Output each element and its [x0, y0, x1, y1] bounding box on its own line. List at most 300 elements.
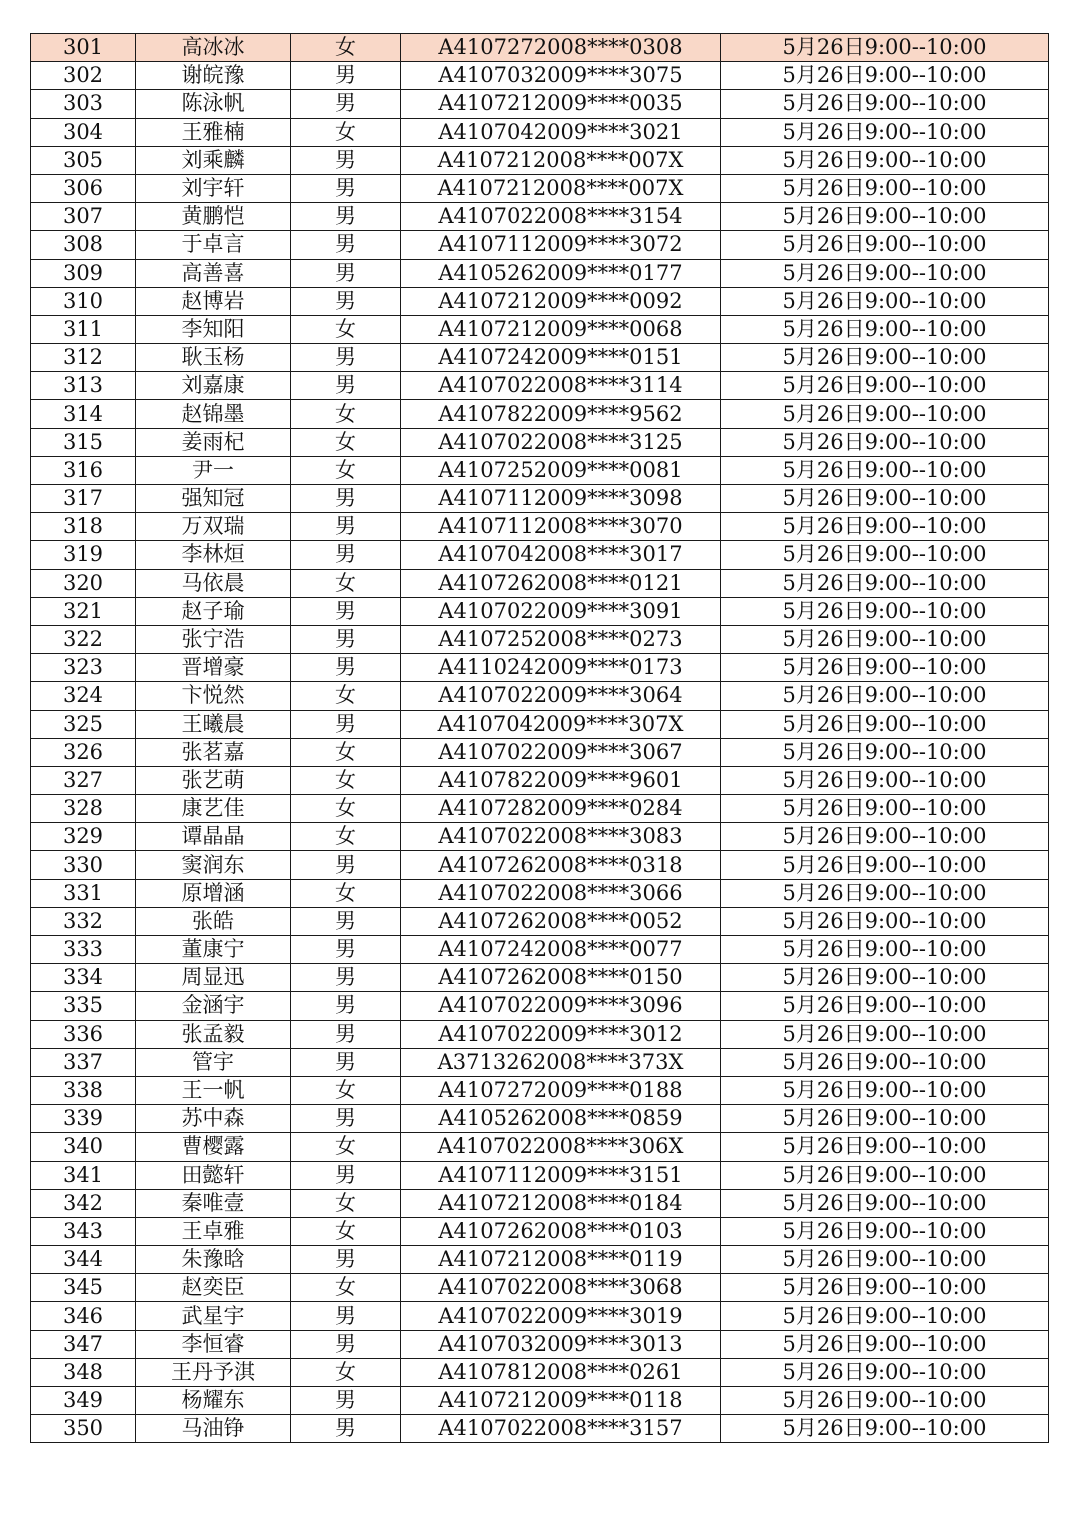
id-number-cell: A4107262008****0103 — [401, 1217, 721, 1245]
table-row — [31, 1105, 1049, 1133]
id-number-cell: A4107022009****3096 — [401, 992, 721, 1020]
row-number-cell: 348 — [31, 1358, 136, 1386]
id-number-cell: A4107212009****0068 — [401, 315, 721, 343]
id-number-cell: A4107262008****0052 — [401, 907, 721, 935]
student-name-cell: 高冰冰 — [136, 34, 291, 62]
time-slot-cell: 5月26日9:00--10:00 — [721, 597, 1049, 625]
time-slot-cell: 5月26日9:00--10:00 — [721, 203, 1049, 231]
gender-cell: 男 — [291, 936, 401, 964]
id-number-cell: A4107112009****3072 — [401, 231, 721, 259]
row-number-cell: 347 — [31, 1330, 136, 1358]
time-slot-cell: 5月26日9:00--10:00 — [721, 34, 1049, 62]
row-number-cell: 338 — [31, 1076, 136, 1104]
id-number-cell: A4107022009****3064 — [401, 682, 721, 710]
gender-cell: 男 — [291, 62, 401, 90]
student-name-cell: 耿玉杨 — [136, 344, 291, 372]
gender-cell: 女 — [291, 34, 401, 62]
table-row — [31, 428, 1049, 456]
row-number-cell: 328 — [31, 795, 136, 823]
time-slot-cell: 5月26日9:00--10:00 — [721, 1020, 1049, 1048]
student-name-cell: 金涵宇 — [136, 992, 291, 1020]
student-name-cell: 李知阳 — [136, 315, 291, 343]
time-slot-cell: 5月26日9:00--10:00 — [721, 851, 1049, 879]
gender-cell: 男 — [291, 1105, 401, 1133]
row-number-cell: 333 — [31, 936, 136, 964]
student-name-cell: 谢皖豫 — [136, 62, 291, 90]
table-row — [31, 287, 1049, 315]
gender-cell: 女 — [291, 766, 401, 794]
id-number-cell: A4107022009****3091 — [401, 597, 721, 625]
time-slot-cell: 5月26日9:00--10:00 — [721, 146, 1049, 174]
gender-cell: 男 — [291, 90, 401, 118]
id-number-cell: A4107042009****3021 — [401, 118, 721, 146]
id-number-cell: A4107112009****3098 — [401, 485, 721, 513]
id-number-cell: A4107262008****0150 — [401, 964, 721, 992]
table-row — [31, 597, 1049, 625]
row-number-cell: 332 — [31, 907, 136, 935]
student-name-cell: 王雅楠 — [136, 118, 291, 146]
table-row — [31, 936, 1049, 964]
time-slot-cell: 5月26日9:00--10:00 — [721, 1189, 1049, 1217]
gender-cell: 男 — [291, 513, 401, 541]
row-number-cell: 330 — [31, 851, 136, 879]
student-name-cell: 王卓雅 — [136, 1217, 291, 1245]
student-name-cell: 窦润东 — [136, 851, 291, 879]
table-row — [31, 682, 1049, 710]
time-slot-cell: 5月26日9:00--10:00 — [721, 287, 1049, 315]
table-row — [31, 203, 1049, 231]
table-row — [31, 1274, 1049, 1302]
row-number-cell: 309 — [31, 259, 136, 287]
time-slot-cell: 5月26日9:00--10:00 — [721, 682, 1049, 710]
gender-cell: 女 — [291, 1133, 401, 1161]
gender-cell: 男 — [291, 710, 401, 738]
student-name-cell: 赵奕臣 — [136, 1274, 291, 1302]
row-number-cell: 307 — [31, 203, 136, 231]
gender-cell: 女 — [291, 428, 401, 456]
gender-cell: 女 — [291, 118, 401, 146]
gender-cell: 男 — [291, 287, 401, 315]
student-name-cell: 张艺萌 — [136, 766, 291, 794]
row-number-cell: 350 — [31, 1415, 136, 1443]
table-row — [31, 1161, 1049, 1189]
row-number-cell: 320 — [31, 569, 136, 597]
gender-cell: 女 — [291, 1189, 401, 1217]
student-name-cell: 强知冠 — [136, 485, 291, 513]
time-slot-cell: 5月26日9:00--10:00 — [721, 1133, 1049, 1161]
id-number-cell: A4107022008****3068 — [401, 1274, 721, 1302]
id-number-cell: A4107042008****3017 — [401, 541, 721, 569]
time-slot-cell: 5月26日9:00--10:00 — [721, 1246, 1049, 1274]
id-number-cell: A4107022008****3083 — [401, 823, 721, 851]
row-number-cell: 302 — [31, 62, 136, 90]
id-number-cell: A4107282009****0284 — [401, 795, 721, 823]
gender-cell: 男 — [291, 1020, 401, 1048]
table-row — [31, 174, 1049, 202]
row-number-cell: 331 — [31, 879, 136, 907]
id-number-cell: A4110242009****0173 — [401, 654, 721, 682]
table-row — [31, 456, 1049, 484]
gender-cell: 男 — [291, 203, 401, 231]
student-name-cell: 赵子瑜 — [136, 597, 291, 625]
id-number-cell: A4107212009****0092 — [401, 287, 721, 315]
gender-cell: 女 — [291, 682, 401, 710]
gender-cell: 女 — [291, 315, 401, 343]
gender-cell: 男 — [291, 541, 401, 569]
row-number-cell: 304 — [31, 118, 136, 146]
row-number-cell: 336 — [31, 1020, 136, 1048]
id-number-cell: A4107252008****0273 — [401, 625, 721, 653]
row-number-cell: 345 — [31, 1274, 136, 1302]
id-number-cell: A4107112009****3151 — [401, 1161, 721, 1189]
table-row — [31, 1387, 1049, 1415]
id-number-cell: A4107212008****0184 — [401, 1189, 721, 1217]
time-slot-cell: 5月26日9:00--10:00 — [721, 936, 1049, 964]
gender-cell: 女 — [291, 1274, 401, 1302]
row-number-cell: 315 — [31, 428, 136, 456]
student-name-cell: 王丹予淇 — [136, 1358, 291, 1386]
gender-cell: 男 — [291, 344, 401, 372]
time-slot-cell: 5月26日9:00--10:00 — [721, 315, 1049, 343]
time-slot-cell: 5月26日9:00--10:00 — [721, 1330, 1049, 1358]
id-number-cell: A4107212009****0035 — [401, 90, 721, 118]
table-row — [31, 710, 1049, 738]
row-number-cell: 337 — [31, 1048, 136, 1076]
table-body — [31, 34, 1049, 1443]
gender-cell: 女 — [291, 1358, 401, 1386]
student-name-cell: 张宁浩 — [136, 625, 291, 653]
row-number-cell: 322 — [31, 625, 136, 653]
id-number-cell: A4107252009****0081 — [401, 456, 721, 484]
table-row — [31, 146, 1049, 174]
id-number-cell: A4107212009****0118 — [401, 1387, 721, 1415]
row-number-cell: 342 — [31, 1189, 136, 1217]
gender-cell: 女 — [291, 1076, 401, 1104]
gender-cell: 男 — [291, 625, 401, 653]
time-slot-cell: 5月26日9:00--10:00 — [721, 569, 1049, 597]
gender-cell: 男 — [291, 1415, 401, 1443]
student-name-cell: 杨耀东 — [136, 1387, 291, 1415]
student-name-cell: 卞悦然 — [136, 682, 291, 710]
id-number-cell: A4107262008****0121 — [401, 569, 721, 597]
time-slot-cell: 5月26日9:00--10:00 — [721, 654, 1049, 682]
gender-cell: 男 — [291, 1246, 401, 1274]
row-number-cell: 323 — [31, 654, 136, 682]
table-row — [31, 879, 1049, 907]
id-number-cell: A4107272009****0188 — [401, 1076, 721, 1104]
student-name-cell: 李恒睿 — [136, 1330, 291, 1358]
row-number-cell: 312 — [31, 344, 136, 372]
id-number-cell: A4105262008****0859 — [401, 1105, 721, 1133]
time-slot-cell: 5月26日9:00--10:00 — [721, 879, 1049, 907]
row-number-cell: 343 — [31, 1217, 136, 1245]
time-slot-cell: 5月26日9:00--10:00 — [721, 625, 1049, 653]
id-number-cell: A4107042009****307X — [401, 710, 721, 738]
time-slot-cell: 5月26日9:00--10:00 — [721, 795, 1049, 823]
time-slot-cell: 5月26日9:00--10:00 — [721, 513, 1049, 541]
table-row — [31, 625, 1049, 653]
id-number-cell: A4107022009****3012 — [401, 1020, 721, 1048]
table-row — [31, 62, 1049, 90]
row-number-cell: 325 — [31, 710, 136, 738]
time-slot-cell: 5月26日9:00--10:00 — [721, 231, 1049, 259]
row-number-cell: 339 — [31, 1105, 136, 1133]
table-row — [31, 1048, 1049, 1076]
time-slot-cell: 5月26日9:00--10:00 — [721, 428, 1049, 456]
row-number-cell: 349 — [31, 1387, 136, 1415]
gender-cell: 男 — [291, 1048, 401, 1076]
row-number-cell: 321 — [31, 597, 136, 625]
student-name-cell: 周显迅 — [136, 964, 291, 992]
table-row — [31, 118, 1049, 146]
student-name-cell: 尹一 — [136, 456, 291, 484]
id-number-cell: A4107822009****9562 — [401, 400, 721, 428]
gender-cell: 男 — [291, 1387, 401, 1415]
table-row — [31, 907, 1049, 935]
time-slot-cell: 5月26日9:00--10:00 — [721, 1387, 1049, 1415]
student-name-cell: 陈泳帆 — [136, 90, 291, 118]
time-slot-cell: 5月26日9:00--10:00 — [721, 1274, 1049, 1302]
student-name-cell: 刘乘麟 — [136, 146, 291, 174]
id-number-cell: A4107212008****007X — [401, 174, 721, 202]
table-row — [31, 315, 1049, 343]
time-slot-cell: 5月26日9:00--10:00 — [721, 964, 1049, 992]
table-row — [31, 541, 1049, 569]
id-number-cell: A4107032009****3013 — [401, 1330, 721, 1358]
time-slot-cell: 5月26日9:00--10:00 — [721, 907, 1049, 935]
gender-cell: 女 — [291, 823, 401, 851]
time-slot-cell: 5月26日9:00--10:00 — [721, 259, 1049, 287]
gender-cell: 男 — [291, 992, 401, 1020]
row-number-cell: 327 — [31, 766, 136, 794]
time-slot-cell: 5月26日9:00--10:00 — [721, 766, 1049, 794]
time-slot-cell: 5月26日9:00--10:00 — [721, 485, 1049, 513]
time-slot-cell: 5月26日9:00--10:00 — [721, 1076, 1049, 1104]
gender-cell: 男 — [291, 372, 401, 400]
student-name-cell: 于卓言 — [136, 231, 291, 259]
student-name-cell: 万双瑞 — [136, 513, 291, 541]
gender-cell: 男 — [291, 174, 401, 202]
time-slot-cell: 5月26日9:00--10:00 — [721, 400, 1049, 428]
time-slot-cell: 5月26日9:00--10:00 — [721, 992, 1049, 1020]
row-number-cell: 334 — [31, 964, 136, 992]
gender-cell: 女 — [291, 400, 401, 428]
student-name-cell: 黄鹏恺 — [136, 203, 291, 231]
id-number-cell: A4107212008****0119 — [401, 1246, 721, 1274]
table-row — [31, 1020, 1049, 1048]
table-row — [31, 964, 1049, 992]
gender-cell: 男 — [291, 1330, 401, 1358]
row-number-cell: 346 — [31, 1302, 136, 1330]
student-name-cell: 康艺佳 — [136, 795, 291, 823]
time-slot-cell: 5月26日9:00--10:00 — [721, 1105, 1049, 1133]
time-slot-cell: 5月26日9:00--10:00 — [721, 738, 1049, 766]
table-row — [31, 1133, 1049, 1161]
student-name-cell: 曹樱露 — [136, 1133, 291, 1161]
time-slot-cell: 5月26日9:00--10:00 — [721, 541, 1049, 569]
student-name-cell: 谭晶晶 — [136, 823, 291, 851]
table-row — [31, 569, 1049, 597]
gender-cell: 男 — [291, 231, 401, 259]
row-number-cell: 318 — [31, 513, 136, 541]
student-name-cell: 田懿轩 — [136, 1161, 291, 1189]
gender-cell: 男 — [291, 851, 401, 879]
row-number-cell: 311 — [31, 315, 136, 343]
student-name-cell: 刘嘉康 — [136, 372, 291, 400]
id-number-cell: A3713262008****373X — [401, 1048, 721, 1076]
table-row — [31, 259, 1049, 287]
id-number-cell: A4107022008****306X — [401, 1133, 721, 1161]
table-row — [31, 400, 1049, 428]
student-name-cell: 晋增豪 — [136, 654, 291, 682]
id-number-cell: A4107272008****0308 — [401, 34, 721, 62]
table-row — [31, 485, 1049, 513]
row-number-cell: 326 — [31, 738, 136, 766]
gender-cell: 男 — [291, 146, 401, 174]
table-row — [31, 231, 1049, 259]
time-slot-cell: 5月26日9:00--10:00 — [721, 823, 1049, 851]
id-number-cell: A4107022008****3066 — [401, 879, 721, 907]
id-number-cell: A4105262009****0177 — [401, 259, 721, 287]
id-number-cell: A4107032009****3075 — [401, 62, 721, 90]
id-number-cell: A4107022008****3125 — [401, 428, 721, 456]
table-row — [31, 992, 1049, 1020]
student-name-cell: 赵锦墨 — [136, 400, 291, 428]
row-number-cell: 306 — [31, 174, 136, 202]
table-row — [31, 372, 1049, 400]
time-slot-cell: 5月26日9:00--10:00 — [721, 710, 1049, 738]
time-slot-cell: 5月26日9:00--10:00 — [721, 1358, 1049, 1386]
student-name-cell: 王一帆 — [136, 1076, 291, 1104]
table-row — [31, 823, 1049, 851]
gender-cell: 男 — [291, 964, 401, 992]
table-row — [31, 1302, 1049, 1330]
time-slot-cell: 5月26日9:00--10:00 — [721, 1302, 1049, 1330]
student-name-cell: 苏中森 — [136, 1105, 291, 1133]
time-slot-cell: 5月26日9:00--10:00 — [721, 1161, 1049, 1189]
row-number-cell: 308 — [31, 231, 136, 259]
id-number-cell: A4107822009****9601 — [401, 766, 721, 794]
student-name-cell: 高善喜 — [136, 259, 291, 287]
row-number-cell: 317 — [31, 485, 136, 513]
student-name-cell: 秦唯壹 — [136, 1189, 291, 1217]
time-slot-cell: 5月26日9:00--10:00 — [721, 372, 1049, 400]
table-row — [31, 1076, 1049, 1104]
time-slot-cell: 5月26日9:00--10:00 — [721, 118, 1049, 146]
table-row — [31, 90, 1049, 118]
table-row — [31, 1415, 1049, 1443]
student-name-cell: 管宇 — [136, 1048, 291, 1076]
row-number-cell: 314 — [31, 400, 136, 428]
id-number-cell: A4107022009****3019 — [401, 1302, 721, 1330]
gender-cell: 男 — [291, 597, 401, 625]
id-number-cell: A4107262008****0318 — [401, 851, 721, 879]
id-number-cell: A4107022008****3154 — [401, 203, 721, 231]
row-number-cell: 341 — [31, 1161, 136, 1189]
gender-cell: 男 — [291, 485, 401, 513]
time-slot-cell: 5月26日9:00--10:00 — [721, 1048, 1049, 1076]
table-row — [31, 34, 1049, 62]
table-row — [31, 1189, 1049, 1217]
gender-cell: 男 — [291, 1302, 401, 1330]
id-number-cell: A4107112008****3070 — [401, 513, 721, 541]
time-slot-cell: 5月26日9:00--10:00 — [721, 174, 1049, 202]
row-number-cell: 340 — [31, 1133, 136, 1161]
gender-cell: 女 — [291, 569, 401, 597]
student-name-cell: 王曦晨 — [136, 710, 291, 738]
table-row — [31, 654, 1049, 682]
id-number-cell: A4107812008****0261 — [401, 1358, 721, 1386]
student-name-cell: 刘宇轩 — [136, 174, 291, 202]
gender-cell: 女 — [291, 795, 401, 823]
table-row — [31, 795, 1049, 823]
time-slot-cell: 5月26日9:00--10:00 — [721, 456, 1049, 484]
student-schedule-table — [30, 33, 1049, 1443]
row-number-cell: 344 — [31, 1246, 136, 1274]
gender-cell: 女 — [291, 456, 401, 484]
student-name-cell: 朱豫晗 — [136, 1246, 291, 1274]
gender-cell: 女 — [291, 738, 401, 766]
student-name-cell: 张茗嘉 — [136, 738, 291, 766]
row-number-cell: 305 — [31, 146, 136, 174]
student-name-cell: 张皓 — [136, 907, 291, 935]
student-name-cell: 李林烜 — [136, 541, 291, 569]
student-name-cell: 武星宇 — [136, 1302, 291, 1330]
table-row — [31, 851, 1049, 879]
time-slot-cell: 5月26日9:00--10:00 — [721, 344, 1049, 372]
student-name-cell: 马油铮 — [136, 1415, 291, 1443]
student-name-cell: 赵博岩 — [136, 287, 291, 315]
row-number-cell: 301 — [31, 34, 136, 62]
row-number-cell: 310 — [31, 287, 136, 315]
student-name-cell: 张孟毅 — [136, 1020, 291, 1048]
table-row — [31, 1358, 1049, 1386]
student-name-cell: 姜雨杞 — [136, 428, 291, 456]
id-number-cell: A4107242008****0077 — [401, 936, 721, 964]
row-number-cell: 335 — [31, 992, 136, 1020]
table-row — [31, 766, 1049, 794]
row-number-cell: 313 — [31, 372, 136, 400]
id-number-cell: A4107022008****3114 — [401, 372, 721, 400]
table-row — [31, 513, 1049, 541]
row-number-cell: 324 — [31, 682, 136, 710]
table-row — [31, 1330, 1049, 1358]
time-slot-cell: 5月26日9:00--10:00 — [721, 1217, 1049, 1245]
table-row — [31, 1246, 1049, 1274]
student-name-cell: 董康宁 — [136, 936, 291, 964]
gender-cell: 女 — [291, 1217, 401, 1245]
id-number-cell: A4107242009****0151 — [401, 344, 721, 372]
id-number-cell: A4107212008****007X — [401, 146, 721, 174]
row-number-cell: 329 — [31, 823, 136, 851]
id-number-cell: A4107022008****3157 — [401, 1415, 721, 1443]
gender-cell: 男 — [291, 654, 401, 682]
gender-cell: 男 — [291, 907, 401, 935]
gender-cell: 男 — [291, 1161, 401, 1189]
gender-cell: 男 — [291, 259, 401, 287]
student-name-cell: 马依晨 — [136, 569, 291, 597]
table-row — [31, 344, 1049, 372]
gender-cell: 女 — [291, 879, 401, 907]
time-slot-cell: 5月26日9:00--10:00 — [721, 90, 1049, 118]
row-number-cell: 303 — [31, 90, 136, 118]
time-slot-cell: 5月26日9:00--10:00 — [721, 62, 1049, 90]
row-number-cell: 319 — [31, 541, 136, 569]
student-name-cell: 原增涵 — [136, 879, 291, 907]
id-number-cell: A4107022009****3067 — [401, 738, 721, 766]
row-number-cell: 316 — [31, 456, 136, 484]
table-row — [31, 1217, 1049, 1245]
